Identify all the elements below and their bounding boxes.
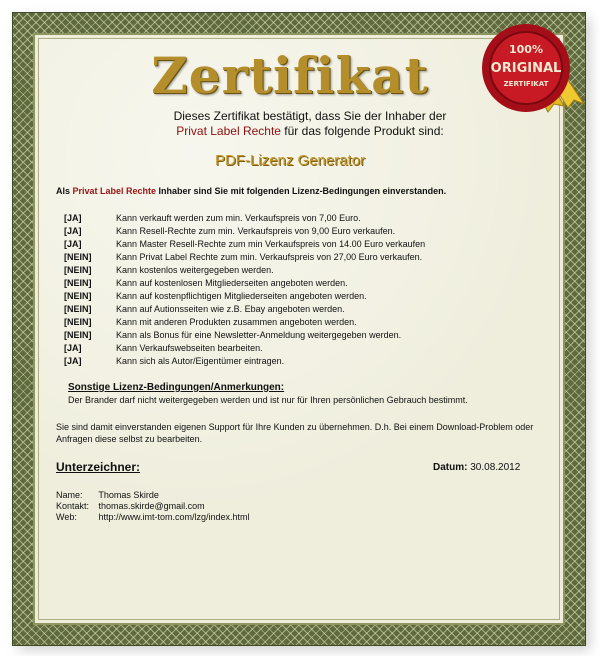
rule-row	[62, 238, 542, 251]
original-seal-icon	[478, 20, 588, 140]
date-line	[433, 462, 520, 473]
rule-text: Kann Resell-Rechte zum min. Verkaufspreis von 9,00 Euro verkaufen.	[116, 226, 396, 236]
signer-web-row	[56, 512, 250, 523]
conditions-intro	[56, 186, 556, 196]
signer-title: Unterzeichner:	[56, 460, 141, 474]
intro-line-1: Dieses Zertifikat bestätigt, dass Sie der Inhaber der	[173, 109, 447, 123]
rule-tag: [NEIN]	[64, 265, 92, 275]
rule-tag: [NEIN]	[64, 304, 92, 314]
intro-line-2	[150, 124, 470, 139]
rule-row	[62, 303, 542, 316]
contact-label: Kontakt:	[56, 501, 90, 511]
date-label: Datum:	[433, 462, 468, 473]
certificate-title: Zertifikat	[151, 46, 429, 105]
rule-tag: [NEIN]	[64, 252, 92, 262]
signer-contact-row	[56, 501, 250, 512]
rule-text: Kann Master Resell-Rechte zum min Verkaufspreis von 14.00 Euro verkaufen	[116, 239, 426, 249]
rule-text: Kann kostenlos weitergegeben werden.	[116, 265, 274, 275]
product-name: PDF-Lizenz Generator	[214, 152, 366, 169]
name-label: Name:	[56, 490, 83, 500]
other-conditions-title: Sonstige Lizenz-Bedingungen/Anmerkungen:	[68, 382, 285, 393]
support-text: Sie sind damit einverstanden eigenen Support für Ihre Kunden zu übernehmen. D.h. Bei einem Download-Problem oder Anfragen diese selbst zu bearbeiten.	[56, 422, 534, 444]
rule-text: Kann auf Autionsseiten wie z.B. Ebay angeboten werden.	[116, 304, 345, 314]
rule-row	[62, 225, 542, 238]
rule-text: Kann sich als Autor/Eigentümer eintragen.	[116, 356, 285, 366]
signer-contact[interactable]: thomas.skirde@gmail.com	[98, 501, 205, 511]
rule-text: Kann auf kostenlosen Mitgliederseiten angeboten werden.	[116, 278, 348, 288]
rule-tag: [JA]	[64, 226, 82, 236]
intro-highlight: Privat Label Rechte	[176, 124, 281, 138]
rule-text: Kann Verkaufswebseiten bearbeiten.	[116, 343, 263, 353]
conditions-suffix: Inhaber sind Sie mit folgenden Lizenz-Bedingungen einverstanden.	[156, 186, 447, 196]
signer-name-row	[56, 490, 250, 501]
intro-line-2-rest: für das folgende Produkt sind:	[280, 124, 444, 138]
rule-text: Kann auf kostenpflichtigen Mitgliederseiten angeboten werden.	[116, 291, 367, 301]
signer-name: Thomas Skirde	[98, 490, 159, 500]
signer-info	[56, 490, 250, 523]
rule-row	[62, 316, 542, 329]
rule-row	[62, 251, 542, 264]
rule-tag: [NEIN]	[64, 317, 92, 327]
rule-row	[62, 264, 542, 277]
signer-web[interactable]: http://www.imt-tom.com/lzg/index.html	[98, 512, 250, 522]
seal-line-1: 100%	[509, 43, 543, 56]
rule-row	[62, 355, 542, 368]
seal-line-3: ZERTIFIKAT	[503, 80, 549, 88]
rule-tag: [JA]	[64, 239, 82, 249]
rule-row	[62, 290, 542, 303]
rule-text: Kann verkauft werden zum min. Verkaufspreis von 7,00 Euro.	[116, 213, 361, 223]
rule-tag: [JA]	[64, 213, 82, 223]
conditions-highlight: Privat Label Rechte	[72, 186, 157, 196]
rule-row	[62, 212, 542, 225]
rule-text: Kann mit anderen Produkten zusammen angeboten werden.	[116, 317, 357, 327]
other-conditions-text: Der Brander darf nicht weitergegeben werden und ist nur für Ihren persönlichen Gebrauch bestimmt.	[68, 395, 468, 405]
rule-row	[62, 342, 542, 355]
rule-row	[62, 329, 542, 342]
rule-tag: [NEIN]	[64, 330, 92, 340]
intro-text	[150, 109, 470, 139]
rule-text: Kann als Bonus für eine Newsletter-Anmeldung weitergegeben werden.	[116, 330, 402, 340]
rule-text: Kann Privat Label Rechte zum min. Verkaufspreis von 27,00 Euro verkaufen.	[116, 252, 423, 262]
rule-tag: [JA]	[64, 343, 82, 353]
seal-line-2: ORIGINAL	[490, 61, 562, 76]
rule-tag: [NEIN]	[64, 278, 92, 288]
rule-row	[62, 277, 542, 290]
rule-tag: [NEIN]	[64, 291, 92, 301]
date-value: 30.08.2012	[470, 462, 521, 473]
conditions-prefix: Als	[56, 186, 73, 196]
web-label: Web:	[56, 512, 77, 522]
rule-tag: [JA]	[64, 356, 82, 366]
rules-list	[62, 212, 542, 368]
